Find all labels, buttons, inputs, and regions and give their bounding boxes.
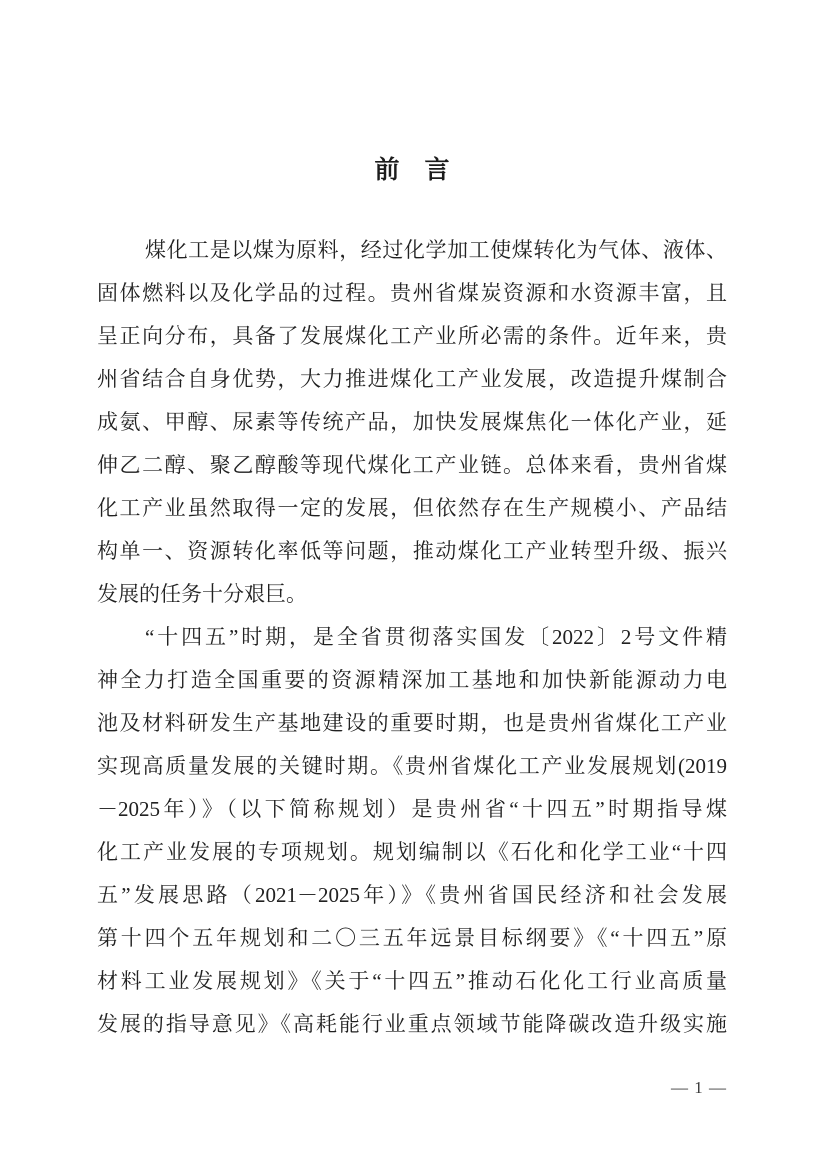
body-line: 发展的指导意见》《高耗能行业重点领域节能降碳改造升级实施 [97, 1012, 727, 1036]
page-title: 前 言 [374, 157, 450, 184]
document-body [97, 229, 727, 1046]
body-line: 化工产业虽然取得一定的发展，但依然存在生产规模小、产品结 [97, 496, 727, 520]
body-line: 神全力打造全国重要的资源精深加工基地和加快新能源动力电 [97, 668, 727, 692]
page-number: — 1 — [671, 1078, 727, 1097]
body-line: 实现高质量发展的关键时期。《贵州省煤化工产业发展规划(2019 [97, 754, 727, 778]
body-line: 固体燃料以及化学品的过程。贵州省煤炭资源和水资源丰富，且 [97, 281, 727, 305]
body-line: 五”发展思路（2021－2025年）》《贵州省国民经济和社会发展 [97, 883, 727, 907]
body-line: 煤化工是以煤为原料，经过化学加工使煤转化为气体、液体、 [145, 238, 727, 262]
body-line: 构单一、资源转化率低等问题，推动煤化工产业转型升级、振兴 [97, 539, 727, 563]
body-line: 池及材料研发生产基地建设的重要时期，也是贵州省煤化工产业 [97, 711, 727, 735]
body-line: －2025年）》（以下简称规划）是贵州省“十四五”时期指导煤 [97, 797, 727, 821]
body-line: “十四五”时期，是全省贯彻落实国发〔2022〕2号文件精 [145, 625, 727, 649]
body-line: 州省结合自身优势，大力推进煤化工产业发展，改造提升煤制合 [97, 367, 727, 391]
body-line: 呈正向分布，具备了发展煤化工产业所必需的条件。近年来，贵 [97, 324, 727, 348]
body-line: 成氨、甲醇、尿素等传统产品，加快发展煤焦化一体化产业，延 [97, 410, 727, 434]
body-line: 伸乙二醇、聚乙醇酸等现代煤化工产业链。总体来看，贵州省煤 [97, 453, 727, 477]
body-line: 第十四个五年规划和二〇三五年远景目标纲要》《“十四五”原 [97, 926, 727, 950]
body-line: 材料工业发展规划》《关于“十四五”推动石化化工行业高质量 [97, 969, 727, 993]
body-line: 发展的任务十分艰巨。 [97, 582, 307, 606]
body-line: 化工产业发展的专项规划。规划编制以《石化和化学工业“十四 [97, 840, 727, 864]
